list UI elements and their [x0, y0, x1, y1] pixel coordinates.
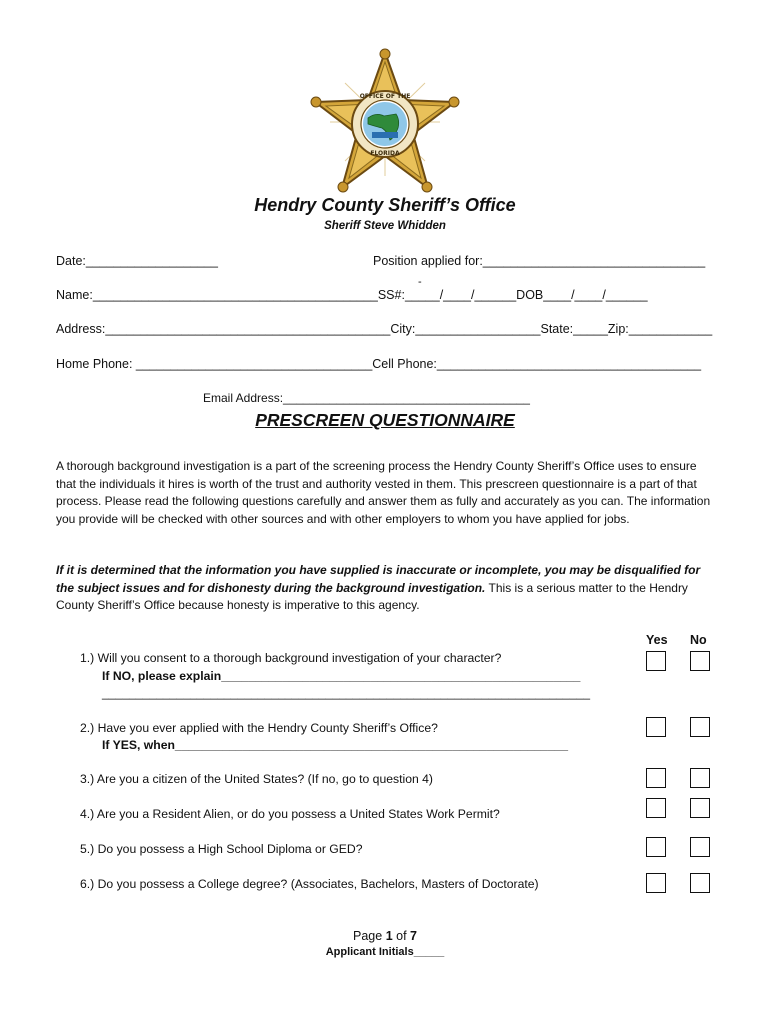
page-total: 7 — [410, 929, 417, 943]
question-3-yes-checkbox[interactable] — [646, 768, 666, 788]
yes-column-header: Yes — [646, 633, 668, 647]
applicant-initials[interactable]: Applicant Initials_____ — [325, 946, 445, 958]
question-1-yes-checkbox[interactable] — [646, 651, 666, 671]
sheriff-name: Sheriff Steve Whidden — [324, 220, 446, 232]
question-3-no-checkbox[interactable] — [690, 768, 710, 788]
office-title: Hendry County Sheriff’s Office — [254, 195, 516, 215]
question-2: 2.) Have you ever applied with the Hendry County Sheriff’s Office? — [80, 721, 438, 735]
intro-paragraph: A thorough background investigation is a part of the screening process the Hendry County Sheriff’s Office uses to ensure that the individuals it hires is worth of the trust and authority vested in them. This prescreen questionnaire is a part of that process. Please read the following questions carefully and answer them as fully and accurately as you can. The information you provide will be checked with other sources and with other employers to whom you have applied for jobs. — [56, 459, 711, 526]
warning-normal-text: This is a serious matter to the Hendry County Sheriff’s Office because honesty is imperative to this agency. — [56, 580, 688, 612]
question-2-when[interactable]: If YES, when__________________________________________________________ — [102, 738, 569, 752]
question-4-no-checkbox[interactable] — [690, 798, 710, 818]
page-current: 1 — [385, 929, 393, 943]
question-6-no-checkbox[interactable] — [690, 873, 710, 893]
question-6-yes-checkbox[interactable] — [646, 873, 666, 893]
question-4-yes-checkbox[interactable] — [646, 798, 666, 818]
question-6: 6.) Do you possess a College degree? (Associates, Bachelors, Masters of Doctorate) — [80, 877, 539, 891]
question-5: 5.) Do you possess a High School Diploma or GED? — [80, 842, 363, 856]
question-1: 1.) Will you consent to a thorough background investigation of your character? — [80, 651, 502, 665]
page-label: Page — [353, 929, 386, 943]
question-1-explain[interactable]: If NO, please explain_____________________________________________________ — [102, 669, 581, 683]
sheriff-star-badge — [310, 48, 460, 196]
question-4: 4.) Are you a Resident Alien, or do you possess a United States Work Permit? — [80, 807, 500, 821]
question-2-no-checkbox[interactable] — [690, 717, 710, 737]
warning-paragraph — [56, 562, 716, 615]
question-5-yes-checkbox[interactable] — [646, 837, 666, 857]
svg-text:OFFICE OF THE: OFFICE OF THE — [359, 93, 411, 100]
question-1-explain-line2[interactable]: ________________________________________________________________________ — [102, 686, 591, 700]
page-number — [0, 929, 770, 943]
phone-field[interactable]: Home Phone: __________________________________Cell Phone:______________________________________ — [56, 357, 702, 371]
question-2-yes-checkbox[interactable] — [646, 717, 666, 737]
questionnaire-heading: PRESCREEN QUESTIONNAIRE — [255, 410, 515, 430]
name-ss-dob-field[interactable]: Name:_________________________________________SS#:_____/____/______DOB____/____/______ — [56, 288, 648, 302]
email-field[interactable]: Email Address:_____________________________________ — [203, 391, 530, 405]
address-city-state-zip-field[interactable]: Address:_________________________________________City:__________________State:_____Zip:____________ — [56, 322, 713, 336]
position-field[interactable]: Position applied for:________________________________ — [373, 254, 706, 268]
date-field[interactable]: Date:___________________ — [56, 254, 218, 268]
warning-bold-text: If it is determined that the information you have supplied is inaccurate or incomplete, you may be disqualified for the subject issues and for dishonesty during the background investigation. — [56, 563, 701, 595]
page-of: of — [392, 929, 411, 943]
no-column-header: No — [690, 633, 707, 647]
ss-mark: - — [418, 276, 422, 288]
question-5-no-checkbox[interactable] — [690, 837, 710, 857]
question-1-no-checkbox[interactable] — [690, 651, 710, 671]
svg-text:FLORIDA: FLORIDA — [370, 150, 400, 157]
question-3: 3.) Are you a citizen of the United States? (If no, go to question 4) — [80, 772, 433, 786]
